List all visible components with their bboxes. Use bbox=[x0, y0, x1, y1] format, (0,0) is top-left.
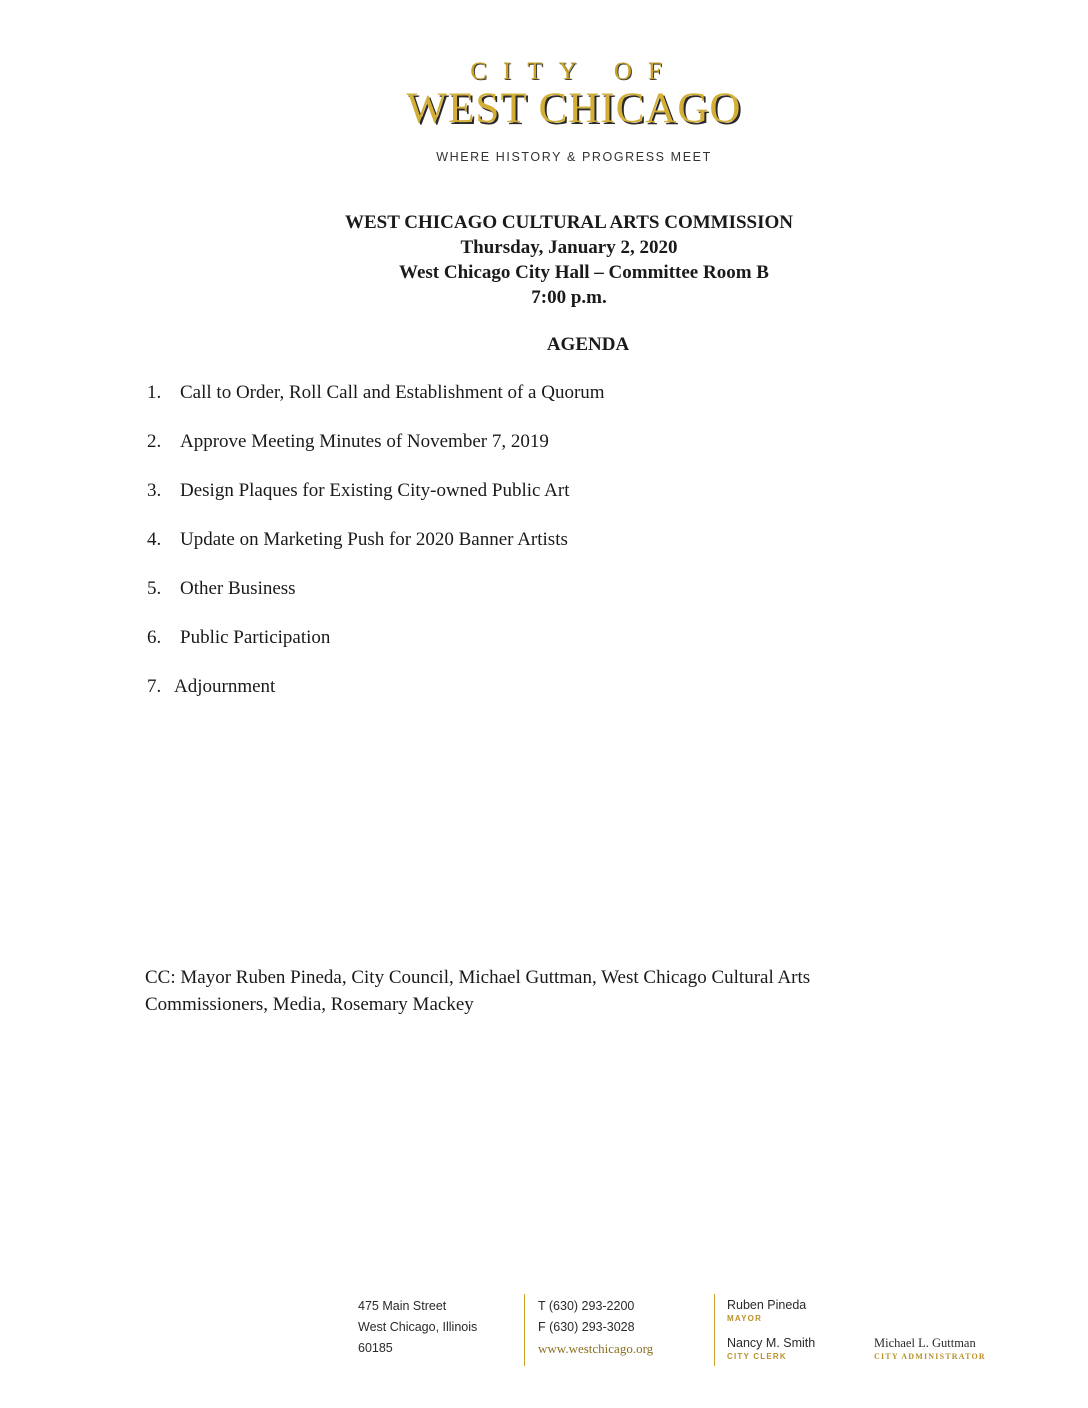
meeting-date: Thursday, January 2, 2020 bbox=[460, 237, 678, 258]
cc-distribution bbox=[145, 964, 905, 1018]
footer-divider bbox=[714, 1294, 715, 1366]
tagline: WHERE HISTORY & PROGRESS MEET bbox=[436, 150, 712, 164]
agenda-item-text: Call to Order, Roll Call and Establishment of a Quorum bbox=[180, 382, 605, 403]
official-administrator-name: Michael L. Guttman bbox=[874, 1336, 976, 1350]
agenda-item bbox=[147, 527, 605, 576]
footer-contact bbox=[538, 1296, 653, 1359]
meeting-time: 7:00 p.m. bbox=[531, 287, 607, 308]
official-mayor-role: MAYOR bbox=[727, 1314, 763, 1323]
agenda-item-text: Approve Meeting Minutes of November 7, 2019 bbox=[180, 431, 549, 452]
cc-line-2: Commissioners, Media, Rosemary Mackey bbox=[145, 994, 474, 1015]
officials-group bbox=[727, 1297, 815, 1363]
agenda-item-text: Public Participation bbox=[180, 627, 331, 648]
agenda-item-text: Adjournment bbox=[174, 676, 276, 697]
letterhead bbox=[0, 58, 1088, 164]
official-clerk-name: Nancy M. Smith bbox=[727, 1336, 816, 1350]
agenda-heading: AGENDA bbox=[546, 334, 630, 355]
address-street: 475 Main Street bbox=[358, 1299, 447, 1313]
agenda-item bbox=[147, 380, 605, 429]
agenda-item bbox=[147, 674, 605, 723]
meeting-location: West Chicago City Hall – Committee Room B bbox=[399, 262, 769, 283]
cc-line-1: CC: Mayor Ruben Pineda, City Council, Michael Guttman, West Chicago Cultural Arts bbox=[145, 967, 811, 988]
logo-city-of: CITY OF bbox=[470, 58, 678, 85]
address-zip: 60185 bbox=[358, 1341, 393, 1355]
address-city: West Chicago, Illinois bbox=[358, 1320, 478, 1334]
official-mayor-name: Ruben Pineda bbox=[727, 1298, 807, 1312]
contact-fax: F (630) 293-3028 bbox=[538, 1320, 635, 1334]
agenda-list bbox=[147, 380, 605, 723]
agenda-item-number: 4. bbox=[147, 529, 162, 550]
agenda-item-number: 2. bbox=[147, 431, 162, 452]
officials-administrator bbox=[874, 1335, 986, 1363]
agenda-item bbox=[147, 478, 605, 527]
agenda-item-number: 3. bbox=[147, 480, 162, 501]
agenda-item-number: 7. bbox=[147, 676, 162, 697]
footer-divider bbox=[524, 1294, 525, 1366]
agenda-item bbox=[147, 429, 605, 478]
agenda-item-number: 6. bbox=[147, 627, 162, 648]
contact-phone: T (630) 293-2200 bbox=[538, 1299, 635, 1313]
agenda-item-number: 1. bbox=[147, 382, 162, 403]
agenda-item-text: Other Business bbox=[180, 578, 296, 599]
agenda-item bbox=[147, 625, 605, 674]
official-administrator-role: CITY ADMINISTRATOR bbox=[874, 1352, 986, 1361]
agenda-item-text: Update on Marketing Push for 2020 Banner Artists bbox=[180, 529, 568, 550]
logo-city-name: WEST CHICAGO bbox=[406, 85, 742, 132]
contact-website-link[interactable]: www.westchicago.org bbox=[538, 1341, 654, 1356]
footer-address bbox=[358, 1296, 477, 1359]
agenda-item-number: 5. bbox=[147, 578, 162, 599]
agenda-item bbox=[147, 576, 605, 625]
official-clerk-role: CITY CLERK bbox=[727, 1352, 787, 1361]
agenda-item-text: Design Plaques for Existing City-owned Public Art bbox=[180, 480, 570, 501]
meeting-header bbox=[0, 210, 1088, 310]
meeting-title: WEST CHICAGO CULTURAL ARTS COMMISSION bbox=[344, 212, 794, 233]
